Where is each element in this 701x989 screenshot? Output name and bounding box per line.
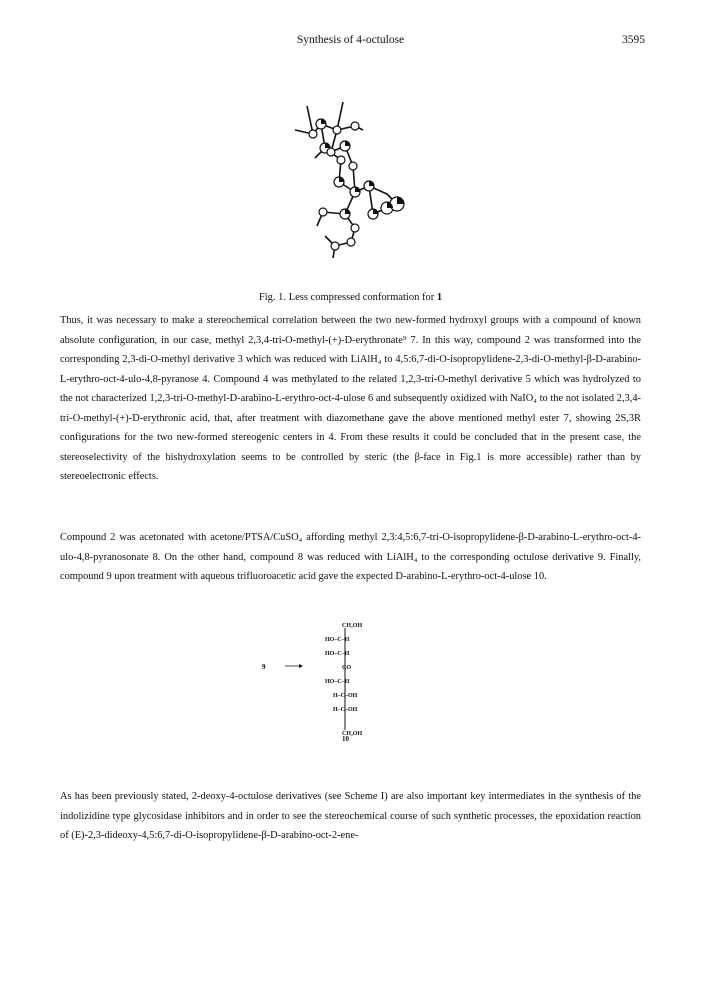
scheme-row-2: HO–C–H xyxy=(325,637,350,643)
scheme-row-3: HO–C–H xyxy=(325,651,350,657)
figure-compound-number: 1 xyxy=(436,292,443,303)
body-paragraph-1: Thus, it was necessary to make a stereochemical correlation between the two new-formed hydroxyl groups with a compound of known absolute configuration, in our case, methyl 2,3,4-tri-O-methyl-(+)-D-erythronate⁹ 7. In this way, compound 2 was transformed into the corresponding 2,3-di-O-methyl derivative 3 which was reduced with LiAlH₄ to 4,5:6,7-di-O-isopropylidene-2,3-di-O-methyl-β-D-arabino-L-erythro-oct-4-ulo-4,8-pyranose 4. Compound 4 was methylated to the related 1,2,3-tri-O-methyl derivative 5 which was hydrolyzed to the not characterized 1,2,3-tri-O-methyl-D-arabino-L-erythro-oct-4-ulose 6 and subsequently oxidized with NaIO₄ to the not isolated 2,3,4-tri-O-methyl-(+)-D-erythronic acid, that, after treatment with diazomethane gave the above mentioned methyl ester 7, showing 2S,3R configurations for the two new-formed stereogenic centers in 4. From these results it could be concluded that in the present case, the stereoselectivity of the bishydroxylation seems to be controlled by steric (the β-face in Fig.1 is more accessible) rather than by stereoelectronic effects. xyxy=(60,315,641,482)
page-number: 3595 xyxy=(622,34,645,46)
body-paragraph-2: Compound 2 was acetonated with acetone/PTSA/CuSO₄ affording methyl 2,3:4,5:6,7-tri-O-isopropylidene-β-D-arabino-L-erythro-oct-4-ulo-4,8-pyranosonate 8. On the other hand, compound 8 was reduced with LiAlH₄ to the corresponding octulose derivative 9. Finally, compound 9 upon treatment with aqueous trifluoroacetic acid gave the expected D-arabino-L-erythro-oct-4-ulose 10. xyxy=(60,532,641,582)
body-paragraph-3: As has been previously stated, 2-deoxy-4-octulose derivatives (see Scheme I) are also important key intermediates in the synthesis of the indolizidine type glycosidase inhibitors and in order to see the stereochemical course of such synthetic processes, the epoxidation reaction of (E)-2,3-dideoxy-4,5:6,7-di-O-isopropylidene-β-D-arabino-oct-2-ene- xyxy=(60,791,641,841)
page-header xyxy=(0,34,701,50)
figure-caption-text: Less compressed conformation for xyxy=(288,292,435,303)
scheme-row-6: H–C–OH xyxy=(333,693,358,699)
figure-label: Fig. 1. xyxy=(258,292,287,303)
scheme-row-5: HO–C–H xyxy=(325,679,350,685)
fischer-projection-drawing xyxy=(285,618,405,748)
scheme-row-4: CO xyxy=(342,665,351,671)
scheme-starting-compound: 9 xyxy=(262,663,266,671)
scheme-row-7: H–C–OH xyxy=(333,707,358,713)
fischer-projection-scheme xyxy=(285,618,405,748)
scheme-product-number: 10 xyxy=(342,735,349,743)
molecule-drawing xyxy=(265,96,435,266)
reaction-arrow-head xyxy=(299,664,303,668)
scheme-row-1: CH₂OH xyxy=(342,623,363,629)
running-title: Synthesis of 4-octulose xyxy=(296,34,405,46)
figure-caption xyxy=(0,292,701,303)
scheme-row-8: CH₂OH xyxy=(342,731,363,737)
molecular-structure-figure xyxy=(265,96,435,266)
